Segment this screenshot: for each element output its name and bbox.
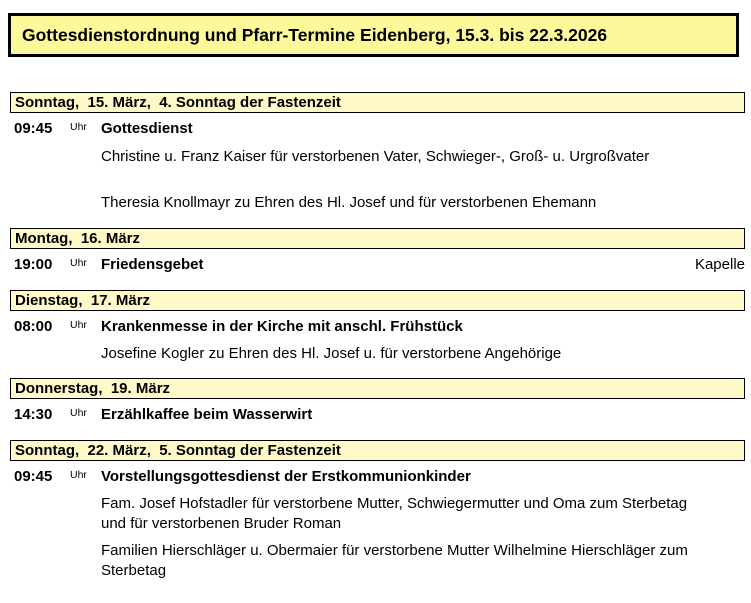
day-header: Montag, 16. März [10, 228, 745, 249]
event-time: 14:30 [14, 406, 53, 423]
event-time: 19:00 [14, 256, 53, 273]
day-header: Sonntag, 15. März, 4. Sonntag der Fastenzeit [10, 92, 745, 113]
time-unit-label: Uhr [70, 319, 87, 331]
mass-intention: Christine u. Franz Kaiser für verstorbenen Vater, Schwieger-, Groß- u. Urgroßvater [101, 148, 650, 165]
mass-intention: Fam. Josef Hofstadler für verstorbene Mutter, Schwiegermutter und Oma zum Sterbetag und für verstorbenen Bruder Roman [101, 495, 688, 532]
event-title: Krankenmesse in der Kirche mit anschl. Frühstück [101, 318, 463, 335]
day-header: Dienstag, 17. März [10, 290, 745, 311]
event-time: 08:00 [14, 318, 53, 335]
mass-intention: Josefine Kogler zu Ehren des Hl. Josef u. für verstorbene Angehörige [101, 345, 562, 362]
mass-intention: Theresia Knollmayr zu Ehren des Hl. Josef und für verstorbenen Ehemann [101, 194, 597, 211]
event-time: 09:45 [14, 120, 53, 137]
event-location: Kapelle [694, 256, 745, 273]
time-unit-label: Uhr [70, 407, 87, 419]
day-header: Sonntag, 22. März, 5. Sonntag der Fastenzeit [10, 440, 745, 461]
day-header: Donnerstag, 19. März [10, 378, 745, 399]
event-title: Gottesdienst [101, 120, 193, 137]
time-unit-label: Uhr [70, 121, 87, 133]
mass-intention: Familien Hierschläger u. Obermaier für verstorbene Mutter Wilhelmine Hierschläger zum Sterbetag [101, 542, 688, 579]
event-title: Friedensgebet [101, 256, 204, 273]
time-unit-label: Uhr [70, 257, 87, 269]
page-title: Gottesdienstordnung und Pfarr-Termine Eidenberg, 15.3. bis 22.3.2026 [8, 13, 739, 57]
time-unit-label: Uhr [70, 469, 87, 481]
event-title: Vorstellungsgottesdienst der Erstkommunionkinder [101, 468, 471, 485]
event-title: Erzählkaffee beim Wasserwirt [101, 406, 313, 423]
event-time: 09:45 [14, 468, 53, 485]
